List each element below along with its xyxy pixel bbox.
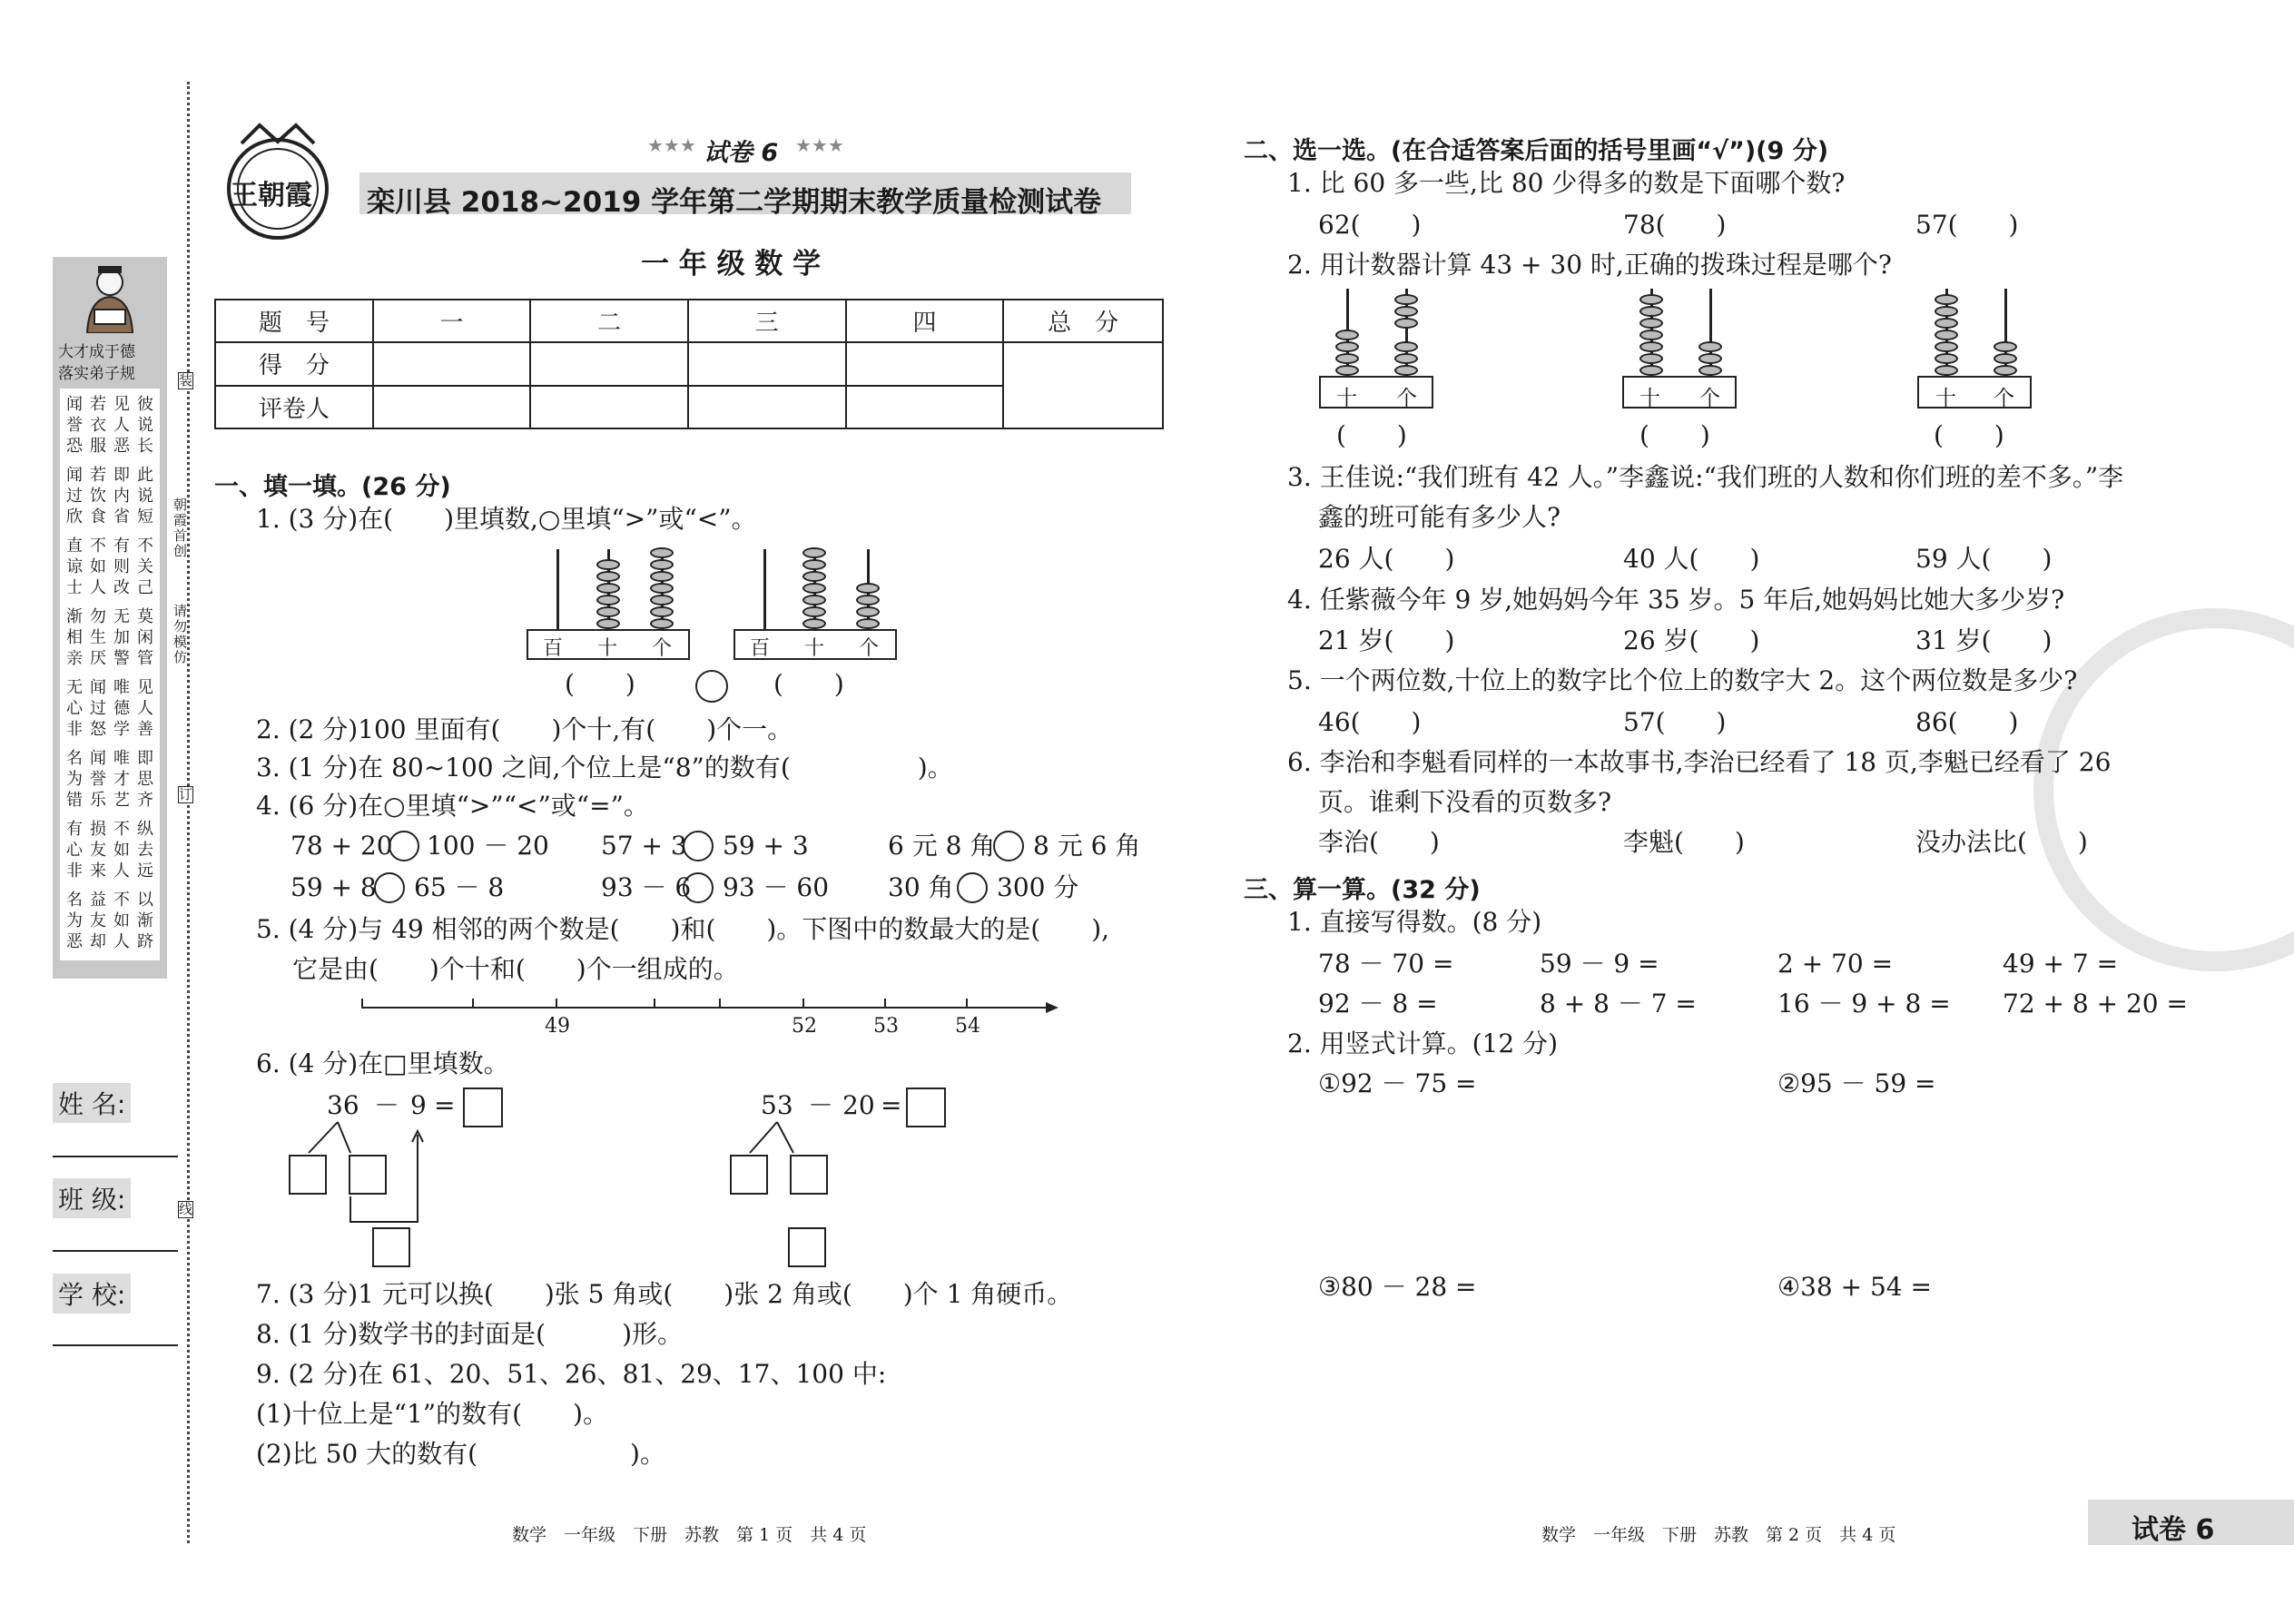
compare-right: 93 － 60 [723,872,830,902]
counter-label: 个 [1994,387,2014,410]
abacus-bead [1935,318,1958,329]
poem-column: 唯才艺 [113,749,130,810]
choice-option[interactable]: 57( ) [1915,210,2019,240]
choice-option[interactable]: 李魁( ) [1623,827,1745,857]
score-cell[interactable] [846,342,1004,385]
tick-mark [966,999,968,1008]
poem-column: 莫闲管 [137,607,153,668]
part2-q6-line1: 6. 李治和李魁看同样的一本故事书,李治已经看了 18 页,李魁已经看了 26 [1287,747,2112,777]
motto-line-2: 落实弟子规 [58,365,135,383]
abacus-bead [596,583,620,594]
compare-right: 65 － 8 [414,872,505,902]
calc-item[interactable]: 2 + 70 = [1777,949,1894,979]
poem-column: 有心非 [66,820,83,881]
vertical-calc-item[interactable]: ②95 － 59 = [1777,1068,1936,1098]
choice-option[interactable]: 78( ) [1623,210,1727,240]
abacus-bead [1335,353,1359,364]
school-field-label: 学 校: [53,1274,131,1314]
compare-right: 100 － 20 [427,831,549,861]
disciple-rules-poem [60,389,160,960]
scholar-figure-icon [78,262,142,333]
score-header-cell: 题 号 [215,300,373,342]
footer-page-1: 数学 一年级 下册 苏教 第 1 页 共 4 页 [512,1525,867,1545]
abacus-bead [1698,341,1722,352]
compare-left: 57 + 3 [601,831,687,861]
abacus-label: 百 [543,637,564,660]
part1-q9-2: (2)比 50 大的数有( )。 [256,1439,665,1469]
bind-mark-1: 装 [179,372,193,389]
abacus-bead [1639,341,1663,352]
tick-mark [884,999,886,1008]
expr-num: 36 [327,1090,359,1120]
choice-option[interactable]: 62( ) [1318,210,1422,240]
tick-label: 53 [873,1015,899,1038]
part1-title: 一、填一填。(26 分) [214,473,451,501]
score-header-cell: 二 [530,300,688,342]
abacus-bead [596,618,620,629]
abacus-bead [1935,353,1958,364]
vertical-calc-item[interactable]: ③80 － 28 = [1318,1272,1477,1302]
score-header-cell: 三 [688,300,846,342]
exam-title: 栾川县 2018~2019 学年第二学期期末教学质量检测试卷 [367,186,1102,219]
score-header-cell: 一 [373,300,531,342]
counter-label: 十 [1336,387,1357,410]
arrow-right-icon [1046,1000,1060,1015]
abacus-bead [1639,318,1663,329]
expr-equals: = [881,1090,902,1120]
compare-left: 59 + 8 [290,872,377,902]
watermark-stamp [2033,608,2294,971]
part1-q3: 3. (1 分)在 80~100 之间,个位上是“8”的数有( )。 [256,753,953,782]
abacus-bead [650,547,674,558]
abacus-bead [856,583,880,594]
compare-left: 78 + 20 [290,831,393,861]
abacus-bead [650,618,674,629]
grader-cell[interactable] [373,386,531,428]
expr-num: 9 [410,1090,427,1120]
compare-left: 6 元 8 角 [888,831,996,861]
part3-title: 三、算一算。(32 分) [1244,876,1481,904]
abacus-label: 十 [804,637,825,660]
vertical-calc-item[interactable]: ④38 + 54 = [1777,1272,1932,1302]
answer-paren[interactable]: ( ) [773,669,844,699]
compare-left: 93 － 6 [601,872,692,902]
calc-item[interactable]: 8 + 8 － 7 = [1540,989,1697,1019]
abacus-bead [802,595,826,605]
poem-column: 闻过怒 [90,678,106,739]
part2-q5: 5. 一个两位数,十位上的数字比个位上的数字大 2。这个两位数是多少? [1287,665,2078,695]
score-row-label: 评卷人 [215,386,373,428]
compare-circle[interactable] [389,831,419,861]
abacus-bead [802,559,826,570]
part2-title: 二、选一选。(在合适答案后面的括号里画“√”)(9 分) [1244,137,1829,165]
abacus-bead [1639,365,1663,376]
compare-left: 30 角 [888,872,954,902]
abacus-bead [650,595,674,605]
part1-q5-line1: 5. (4 分)与 49 相邻的两个数是( )和( )。下图中的数最大的是( ), [256,914,1110,944]
poem-column: 不如人 [113,820,130,881]
answer-box[interactable] [730,1155,768,1195]
subject-title: 一 年 级 数 学 [641,248,822,281]
score-cell[interactable] [688,342,846,385]
score-table [214,299,1164,429]
part1-q9-1: (1)十位上是“1”的数有( )。 [256,1399,608,1429]
name-field-label: 姓 名: [53,1083,131,1123]
abacus-bead [802,571,826,582]
binding-dotted-line [187,82,190,1543]
part2-q3-line2: 鑫的班可能有多少人? [1318,502,1561,532]
poem-column: 名为恶 [66,891,83,951]
abacus-bead [1935,365,1958,376]
school-field-line[interactable] [53,1344,178,1346]
abacus-bead [1994,341,2017,352]
abacus-bead [650,571,674,582]
expr-equals: = [434,1090,456,1120]
answer-box[interactable] [289,1155,327,1195]
part2-q3-line1: 3. 王佳说:“我们班有 42 人。”李鑫说:“我们班的人数和你们班的差不多。”李 [1287,462,2124,492]
abacus-bead [1335,330,1359,340]
choice-option[interactable]: 没办法比( ) [1915,827,2088,857]
tick-mark [654,999,655,1008]
part1-q4: 4. (6 分)在○里填“>”“<”或“=”。 [256,791,649,821]
stars-right-icon: ★★★ [795,134,844,156]
abacus-bead [1639,330,1663,340]
paper-tag: 试卷 6 [704,139,779,167]
compare-circle[interactable] [695,670,728,703]
tick-mark [472,999,474,1008]
vertical-calc-item[interactable]: ①92 － 75 = [1318,1068,1477,1098]
abacus-bead [650,559,674,570]
abacus-bead [802,606,826,617]
part2-q6-line2: 页。谁剩下没看的页数多? [1318,787,1612,817]
tick-mark [556,999,557,1008]
score-cell[interactable] [373,342,531,385]
abacus-label: 个 [859,637,880,660]
abacus-bead [1994,353,2017,364]
abacus-label: 百 [750,637,771,660]
tick-label: 49 [545,1015,570,1038]
compare-right: 300 分 [997,872,1079,902]
poem-column: 见人善 [137,678,153,739]
choice-option[interactable]: 59 人( ) [1915,544,2053,574]
abacus-bead [1935,341,1958,352]
abacus-bead [1394,306,1418,317]
abacus-bead [856,606,880,617]
compare-circle[interactable] [683,872,714,903]
calc-item[interactable]: 49 + 7 = [2003,949,2119,979]
abacus-bead [856,595,880,605]
answer-paren[interactable]: ( ) [565,669,635,699]
abacus-bead [1335,365,1359,376]
poem-column: 名为错 [66,749,83,810]
abacus-bead [596,571,620,582]
abacus-bead [802,583,826,594]
expr-op: － [374,1090,400,1120]
compare-circle[interactable] [957,872,988,903]
expr-op: － [808,1090,834,1120]
bind-mark-2: 订 [179,786,193,802]
poem-column: 若饮食 [90,466,106,527]
poem-column: 有则改 [113,536,130,597]
poem-column: 若衣服 [90,395,106,456]
poem-column: 即思齐 [137,749,153,810]
abacus-bead [1698,365,1722,376]
answer-box[interactable] [463,1088,503,1127]
score-row-label: 得 分 [215,342,373,385]
poem-column: 渐相亲 [66,607,83,668]
poem-column: 不如人 [113,891,130,951]
abacus-bead [802,547,826,558]
poem-column: 损友来 [90,820,106,881]
calc-item[interactable]: 59 － 9 = [1540,949,1659,979]
poem-column: 纵去远 [137,820,153,881]
compare-right: 8 元 6 角 [1033,831,1141,861]
calc-item[interactable]: 92 － 8 = [1318,989,1438,1019]
answer-box[interactable] [788,1227,826,1267]
poem-column: 彼说长 [137,395,153,456]
part1-q9: 9. (2 分)在 61、20、51、26、81、29、17、100 中: [256,1359,887,1389]
abacus-bead [1394,318,1418,329]
abacus-bead [1935,306,1958,317]
score-header-cell: 四 [846,300,1004,342]
choice-option[interactable]: 21 岁( ) [1318,625,1455,655]
counter-label: 个 [1396,387,1417,410]
abacus-bead [1394,294,1418,305]
compare-circle[interactable] [374,872,405,903]
abacus-bead [1394,365,1418,376]
choice-option[interactable]: 26 人( ) [1318,544,1455,574]
abacus-bead [1935,330,1958,340]
poem-column: 不关己 [137,536,153,597]
part3-q2: 2. 用竖式计算。(12 分) [1287,1029,1558,1058]
expr-num: 20 [842,1090,875,1120]
poem-column: 以渐跻 [137,891,153,951]
footer-tag: 试卷 6 [2132,1514,2215,1546]
answer-paren[interactable]: ( ) [1639,420,1710,450]
abacus-bead [650,606,674,617]
abacus-bead [1698,353,1722,364]
grader-cell[interactable] [530,386,688,428]
total-score-cell[interactable] [1003,342,1163,428]
part3-q1: 1. 直接写得数。(8 分) [1287,907,1542,937]
score-cell[interactable] [530,342,688,385]
part1-q8: 8. (1 分)数学书的封面是( )形。 [256,1319,684,1349]
poem-column: 闻过欣 [66,466,83,527]
tick-mark [802,999,804,1008]
abacus-bead [596,595,620,605]
counter-label: 个 [1699,387,1720,410]
answer-box[interactable] [349,1155,387,1195]
abacus-bead [856,618,880,629]
abacus-bead [650,583,674,594]
counter-label: 十 [1935,387,1956,410]
poem-column: 闻誉恐 [66,395,83,456]
tick-mark [361,999,363,1008]
choice-option[interactable]: 李治( ) [1318,827,1440,857]
class-field-line[interactable] [53,1250,178,1252]
footer-page-2: 数学 一年级 下册 苏教 第 2 页 共 4 页 [1541,1525,1896,1545]
abacus-bead [1639,306,1663,317]
calc-item[interactable]: 72 + 8 + 20 = [2003,989,2188,1019]
choice-option[interactable]: 57( ) [1623,707,1727,737]
expr-num: 53 [761,1090,793,1120]
abacus-bead [1394,353,1418,364]
poem-column: 见人恶 [113,395,130,456]
poem-column: 闻誉乐 [90,749,106,810]
choice-option[interactable]: 40 人( ) [1623,544,1760,574]
abacus-label: 个 [652,637,673,660]
poem-column: 不如人 [90,536,106,597]
answer-paren[interactable]: ( ) [1934,420,2004,450]
poem-column: 直谅士 [66,536,83,597]
abacus-bead [1394,341,1418,352]
poem-column: 无心非 [66,678,83,739]
choice-option[interactable]: 86( ) [1915,707,2019,737]
poem-column: 此说短 [137,466,153,527]
part1-q6: 6. (4 分)在□里填数。 [256,1048,509,1078]
brand-name: 王朝霞 [231,180,312,212]
choice-option[interactable]: 46( ) [1318,707,1422,737]
name-field-line[interactable] [53,1156,178,1157]
abacus-bead [802,618,826,629]
compare-circle[interactable] [683,831,714,861]
class-field-label: 班 级: [53,1178,131,1218]
grader-cell[interactable] [846,386,1004,428]
abacus-bead [596,606,620,617]
calc-item[interactable]: 78 － 70 = [1318,949,1454,979]
vertical-note-2: 请勿模仿 [172,603,187,665]
abacus-bead [1994,365,2017,376]
part2-q2: 2. 用计数器计算 43 + 30 时,正确的拨珠过程是哪个? [1287,250,1892,280]
answer-box[interactable] [906,1088,946,1127]
tick-label: 54 [955,1015,980,1038]
choice-option[interactable]: 31 岁( ) [1915,625,2053,655]
poem-column: 勿生厌 [90,607,106,668]
sidebar-motto-panel [53,257,167,979]
answer-paren[interactable]: ( ) [1336,420,1407,450]
compare-circle[interactable] [993,831,1024,861]
tick-label: 52 [792,1015,817,1038]
counter-label: 十 [1639,387,1660,410]
abacus-bead [1639,353,1663,364]
poem-column: 唯德学 [113,678,130,739]
poem-column: 益友却 [90,891,106,951]
answer-box[interactable] [790,1155,828,1195]
score-header-cell: 总 分 [1003,300,1163,342]
abacus-bead [1935,294,1958,305]
part1-q1: 1. (3 分)在( )里填数,○里填“>”或“<”。 [256,504,757,534]
grader-cell[interactable] [688,386,846,428]
part1-q2: 2. (2 分)100 里面有( )个十,有( )个一。 [256,714,793,744]
choice-option[interactable]: 26 岁( ) [1623,625,1760,655]
tick-mark [719,999,721,1008]
poem-column: 无加警 [113,607,130,668]
abacus-label: 十 [597,637,618,660]
part2-q4: 4. 任紫薇今年 9 岁,她妈妈今年 35 岁。5 年后,她妈妈比她大多少岁? [1287,585,2065,615]
bind-mark-3: 线 [179,1201,193,1217]
answer-box[interactable] [372,1227,410,1267]
number-line [361,1007,1051,1009]
part1-q7: 7. (3 分)1 元可以换( )张 5 角或( )张 2 角或( )个 1 角硬币。 [256,1279,1073,1309]
motto-line-1: 大才成于德 [58,343,135,361]
abacus-bead [1639,294,1663,305]
compare-right: 59 + 3 [723,831,809,861]
vertical-note-1: 朝霞首创 [172,497,187,559]
stars-left-icon: ★★★ [647,134,696,156]
abacus-bead [1335,341,1359,352]
part1-q5-line2: 它是由( )个十和( )个一组成的。 [292,954,739,984]
calc-item[interactable]: 16 － 9 + 8 = [1777,989,1951,1019]
part2-q1: 1. 比 60 多一些,比 80 少得多的数是下面哪个数? [1287,168,1846,198]
abacus-bead [596,559,620,570]
poem-column: 即内省 [113,466,130,527]
